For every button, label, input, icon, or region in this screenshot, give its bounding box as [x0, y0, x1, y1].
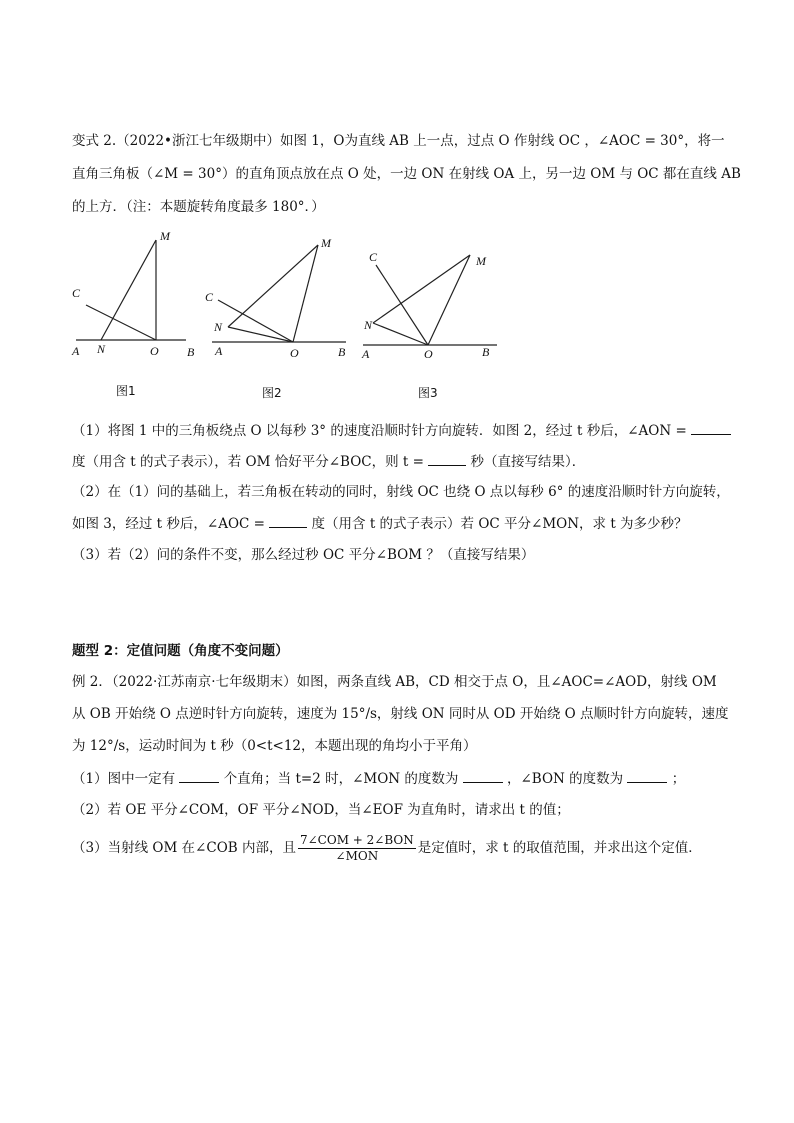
ex-p1-text-d: ； [671, 771, 686, 787]
q1-text-a: （1）将图 1 中的三角板绕点 O 以每秒 3° 的速度沿顺时针方向旋转．如图 2，经过 t 秒后，∠AON = [72, 423, 687, 439]
q2-line-2 [72, 513, 732, 534]
ex-p3-fraction [298, 833, 416, 864]
fig1-label-c: C [72, 286, 81, 300]
example-part-2: （2）若 OE 平分∠COM，OF 平分∠NOD，当∠EOF 为直角时，请求出 t 的值； [72, 802, 570, 818]
q1-line-1 [72, 420, 732, 441]
fig2-label-c: C [205, 290, 214, 304]
fig3-label-c: C [369, 250, 378, 264]
q2-text-b-pre: 如图 3，经过 t 秒后，∠AOC = [72, 516, 265, 532]
fig2-hyp-nm [228, 245, 318, 327]
variant-line-2: 直角三角板（∠M = 30°）的直角顶点放在点 O 处，一边 ON 在射线 OA 上，另一边 OM 与 OC 都在直线 AB [72, 166, 741, 182]
fig2-leg-on [228, 327, 293, 342]
fig1-label-n: N [97, 342, 106, 356]
q2-line-1: （2）在（1）问的基础上，若三角板在转动的同时，射线 OC 也绕 O 点以每秒 6° 的速度沿顺时针方向旋转， [72, 484, 730, 500]
fig3-label-o: O [424, 347, 433, 361]
q1-answer-blank-1[interactable] [691, 420, 731, 435]
ex-p1-blank-3[interactable] [627, 768, 667, 783]
fig3-leg-om [428, 255, 470, 345]
fig2-label-n: N [214, 320, 223, 334]
geometry-figures [0, 225, 794, 405]
fig3-caption: 图3 [418, 386, 438, 400]
ex-p1-text-b: 个直角；当 t=2 时，∠MON 的度数为 [223, 771, 459, 787]
ex-p1-text-c: ，∠BON 的度数为 [507, 771, 624, 787]
fig2-label-a: A [215, 344, 223, 358]
variant-line-3: 的上方．（注：本题旋转角度最多 180°．） [72, 199, 325, 215]
fig1-label-m: M [160, 229, 170, 243]
example-line-3: 为 12°/s，运动时间为 t 秒（0<t<12，本题出现的角均小于平角） [72, 738, 477, 754]
variant-line-1: 变式 2.（2022•浙江七年级期中）如图 1，O为直线 AB 上一点，过点 O 作射线 OC ，∠AOC = 30°，将一 [72, 133, 725, 149]
section-heading: 题型 2：定值问题（角度不变问题） [72, 643, 289, 659]
fig3-label-b: B [482, 345, 490, 359]
example-part-1 [72, 768, 732, 789]
fig3-label-a: A [362, 347, 370, 361]
fig1-hyp-nm [101, 240, 156, 340]
example-line-1: 例 2．（2022·江苏南京·七年级期末）如图，两条直线 AB，CD 相交于点 O，且∠AOC=∠AOD，射线 OM [72, 674, 717, 690]
fig3-leg-on [373, 323, 428, 345]
q1-text-b-pre: 度（用含 t 的式子表示），若 OM 恰好平分∠BOC，则 t = [72, 454, 424, 470]
q2-answer-blank[interactable] [269, 513, 307, 528]
fig1-caption: 图1 [116, 384, 136, 398]
ex-p1-blank-1[interactable] [179, 768, 219, 783]
fig1-label-o: O [150, 344, 159, 358]
q2-text-b-post: 度（用含 t 的式子表示）若 OC 平分∠MON，求 t 为多少秒？ [311, 516, 688, 532]
fig3-ray-oc [376, 265, 428, 345]
fig2-leg-om [293, 245, 318, 342]
fig3-label-n: N [364, 318, 373, 332]
fig3-label-m: M [476, 254, 486, 268]
q1-text-b-post: 秒（直接写结果）． [470, 454, 586, 470]
q3-line: （3）若（2）问的条件不变，那么经过秒 OC 平分∠BOM ？（直接写结果） [72, 547, 535, 563]
q1-line-2 [72, 451, 732, 472]
fig2-caption: 图2 [262, 386, 282, 400]
example-part-3 [72, 830, 732, 866]
fig2-label-m: M [321, 236, 331, 250]
ex-p1-text-a: （1）图中一定有 [72, 771, 176, 787]
fig1-label-a: A [72, 344, 80, 358]
fig2-label-o: O [290, 346, 299, 360]
ex-p3-numerator: 7∠COM + 2∠BON [299, 833, 414, 847]
fig1-ray-oc [86, 305, 156, 340]
fig2-label-b: B [338, 345, 346, 359]
ex-p1-blank-2[interactable] [463, 768, 503, 783]
fig3-hyp-nm [373, 255, 470, 323]
fig2-ray-oc [218, 300, 293, 342]
ex-p3-text-b: 是定值时，求 t 的取值范围，并求出这个定值． [417, 840, 702, 856]
ex-p3-text-a: （3）当射线 OM 在∠COB 内部，且 [72, 840, 296, 856]
ex-p3-denominator: ∠MON [335, 849, 379, 863]
q1-answer-blank-2[interactable] [428, 451, 466, 466]
fig1-label-b: B [187, 345, 195, 359]
example-line-2: 从 OB 开始绕 O 点逆时针方向旋转，速度为 15°/s，射线 ON 同时从 OD 开始绕 O 点顺时针方向旋转，速度 [72, 706, 729, 722]
